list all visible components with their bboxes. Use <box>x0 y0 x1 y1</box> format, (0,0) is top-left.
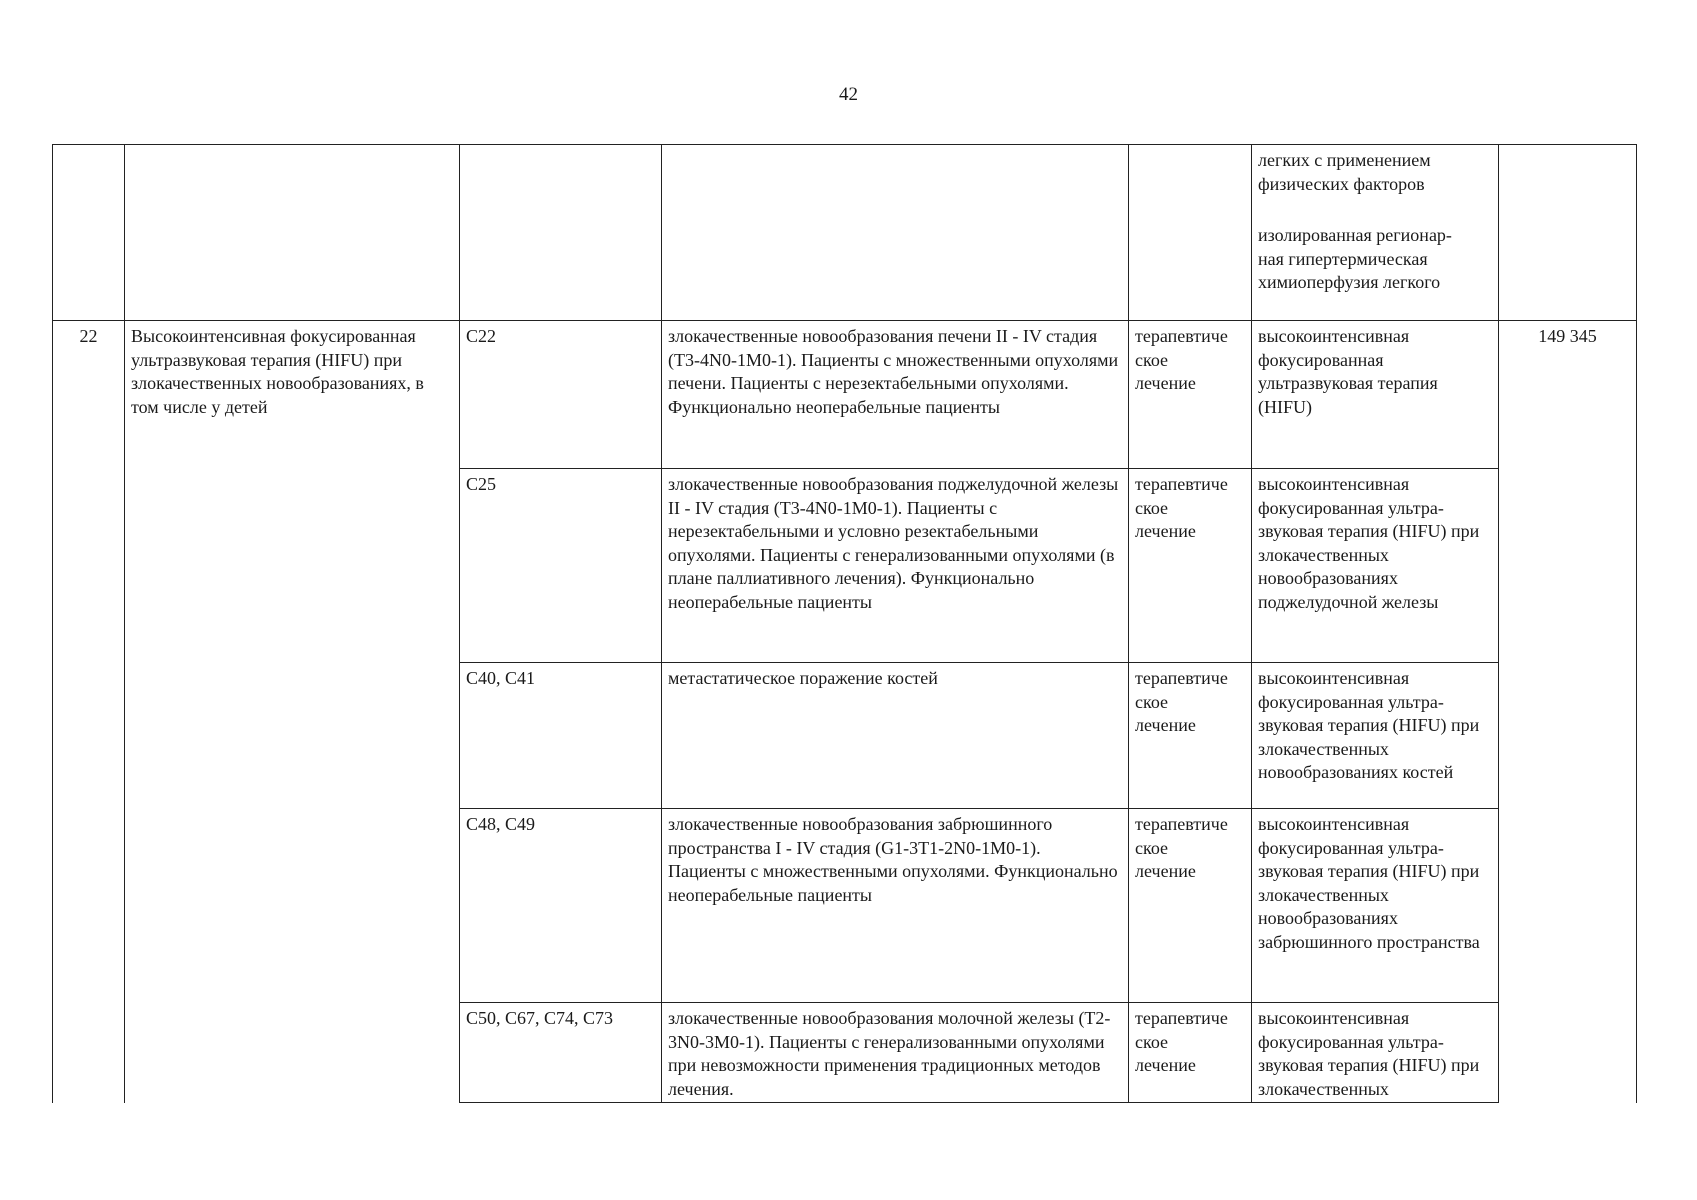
row-codes: C48, C49 <box>460 809 662 1003</box>
cell-model-empty <box>662 145 1129 321</box>
group-name: Высокоинтенсивная фокусированная ультразвуковая терапия (HIFU) при злокачественных новообразованиях, в том числе у детей <box>125 321 460 1103</box>
cell-codes-empty <box>460 145 662 321</box>
row-model: метастатическое поражение костей <box>662 663 1129 809</box>
row-method: высокоинтенсивная фокусированная ультразвуковая терапия (HIFU) <box>1252 321 1499 469</box>
row-treatment: терапевтиче ское лечение <box>1129 1003 1252 1103</box>
procedures-table <box>52 144 1637 1103</box>
row-method: высокоинтенсивная фокусированная ультра-звуковая терапия (HIFU) при злокачественных новообразованиях забрюшинного пространства <box>1252 809 1499 1003</box>
method-line: легких с применением <box>1258 150 1431 170</box>
cell-treatment-empty <box>1129 145 1252 321</box>
group-number: 22 <box>53 321 125 1103</box>
row-model: злокачественные новообразования печени II - IV стадия (T3-4N0-1M0-1). Пациенты с множественными опухолями печени. Пациенты с нерезектабельными опухолями. Функционально неоперабельные пациенты <box>662 321 1129 469</box>
row-treatment: терапевтиче ское лечение <box>1129 469 1252 663</box>
table-row <box>53 321 1637 469</box>
cell-num-empty <box>53 145 125 321</box>
page-number: 42 <box>839 84 858 105</box>
row-method: высокоинтенсивная фокусированная ультра-звуковая терапия (HIFU) при злокачественных <box>1252 1003 1499 1103</box>
method-line: ная гипертермическая <box>1258 248 1428 269</box>
row-codes: C25 <box>460 469 662 663</box>
cell-name-empty <box>125 145 460 321</box>
row-treatment: терапевтиче ское лечение <box>1129 809 1252 1003</box>
row-model: злокачественные новообразования забрюшинного пространства I - IV стадия (G1-3T1-2N0-1M0-1). Пациенты с множественными опухолями. Функционально неоперабельные пациенты <box>662 809 1129 1003</box>
row-codes: C50, C67, C74, C73 <box>460 1003 662 1103</box>
method-line: изолированная регионар- <box>1258 225 1452 245</box>
row-treatment: терапевтиче ское лечение <box>1129 321 1252 469</box>
row-treatment: терапевтиче ское лечение <box>1129 663 1252 809</box>
row-method: высокоинтенсивная фокусированная ультра-звуковая терапия (HIFU) при злокачественных новообразованиях поджелудочной железы <box>1252 469 1499 663</box>
row-codes: C22 <box>460 321 662 469</box>
row-method: высокоинтенсивная фокусированная ультра-звуковая терапия (HIFU) при злокачественных новообразованиях костей <box>1252 663 1499 809</box>
group-price: 149 345 <box>1499 321 1637 1103</box>
row-model: злокачественные новообразования молочной железы (T2-3N0-3M0-1). Пациенты с генерализованными опухолями при невозможности применения традиционных методов лечения. <box>662 1003 1129 1103</box>
cell-price-empty <box>1499 145 1637 321</box>
method-line: физических факторов <box>1258 173 1425 194</box>
row-codes: C40, C41 <box>460 663 662 809</box>
method-line: химиоперфузия легкого <box>1258 272 1441 292</box>
row-model: злокачественные новообразования поджелудочной железы II - IV стадия (T3-4N0-1M0-1). Пациенты с нерезектабельными и условно резектабельными опухолями. Пациенты с генерализованными опухолями (в плане паллиативного лечения). Функционально неоперабельные пациенты <box>662 469 1129 663</box>
cell-method-continued <box>1252 145 1499 321</box>
continuation-row <box>53 145 1637 321</box>
